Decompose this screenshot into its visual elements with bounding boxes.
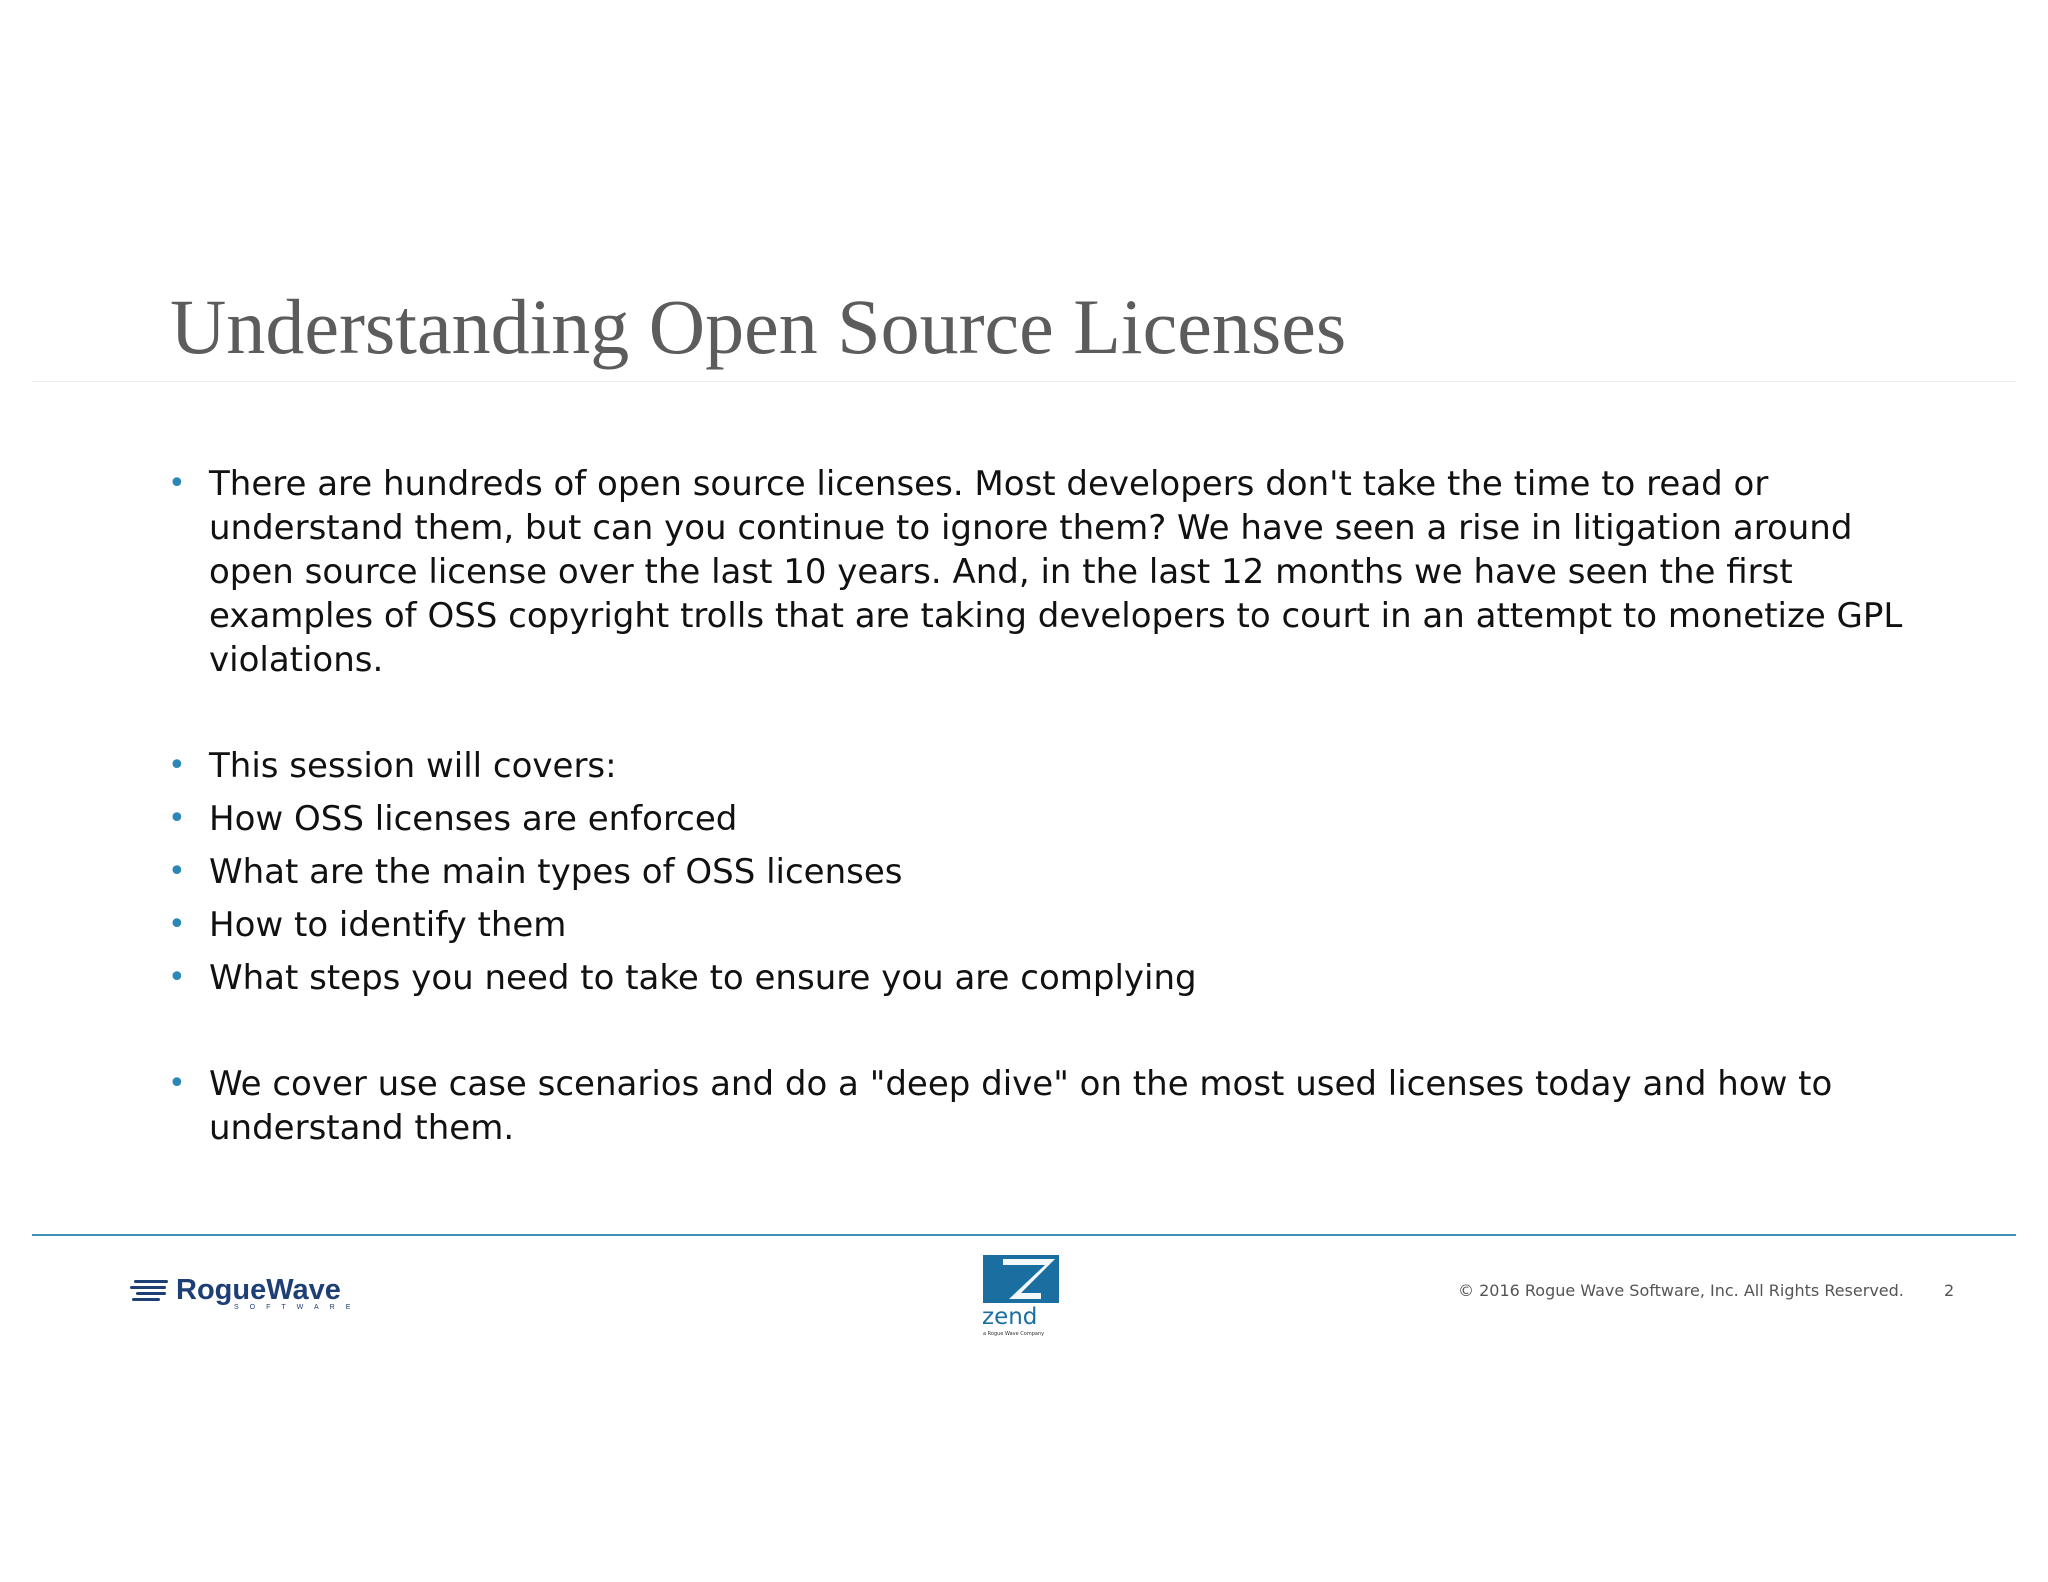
- zend-logo-text: zend: [982, 1304, 1038, 1330]
- roguewave-logo: [130, 1274, 410, 1310]
- slide-body: [168, 462, 1908, 1150]
- bullet-item: [168, 903, 1908, 947]
- footer-divider: [32, 1234, 2016, 1236]
- bullet-item: [168, 744, 1908, 788]
- bullet-icon: •: [168, 1066, 186, 1101]
- bullet-icon: •: [168, 854, 186, 889]
- bullet-text: This session will covers:: [209, 746, 617, 786]
- bullet-icon: •: [168, 748, 186, 783]
- bullet-item: [168, 797, 1908, 841]
- bullet-text: How OSS licenses are enforced: [209, 799, 738, 839]
- bullet-icon: •: [168, 801, 186, 836]
- zend-logo: [981, 1253, 1063, 1337]
- roguewave-logo-text: RogueWave: [176, 1274, 341, 1306]
- bullet-item: [168, 850, 1908, 894]
- bullet-icon: •: [168, 907, 186, 942]
- bullet-text: How to identify them: [209, 905, 567, 945]
- title-divider: [32, 381, 2016, 382]
- copyright-text: © 2016 Rogue Wave Software, Inc. All Rights Reserved.: [1458, 1281, 1904, 1300]
- bullet-icon: •: [168, 466, 186, 501]
- page-number: 2: [1944, 1281, 1955, 1300]
- bullet-icon: •: [168, 960, 186, 995]
- slide-title: Understanding Open Source Licenses: [170, 283, 1347, 370]
- bullet-item: [168, 1062, 1908, 1150]
- roguewave-logo-subtext: SOFTWARE: [234, 1304, 362, 1310]
- bullet-text: What are the main types of OSS licenses: [209, 852, 903, 892]
- bullet-text: We cover use case scenarios and do a "deep dive" on the most used licenses today and how to understand them.: [209, 1064, 1833, 1148]
- bullet-text: What steps you need to take to ensure you are complying: [209, 958, 1197, 998]
- bullet-item: [168, 956, 1908, 1000]
- bullet-text: There are hundreds of open source licenses. Most developers don't take the time to read or understand them, but can you continue to ignore them? We have seen a rise in litigation around open source license over the last 10 years. And, in the last 12 months we have seen the first examples of OSS copyright trolls that are taking developers to court in an attempt to monetize GPL violations.: [209, 464, 1903, 680]
- zend-logo-subtext: a Rogue Wave Company: [983, 1331, 1045, 1337]
- bullet-item: [168, 462, 1908, 682]
